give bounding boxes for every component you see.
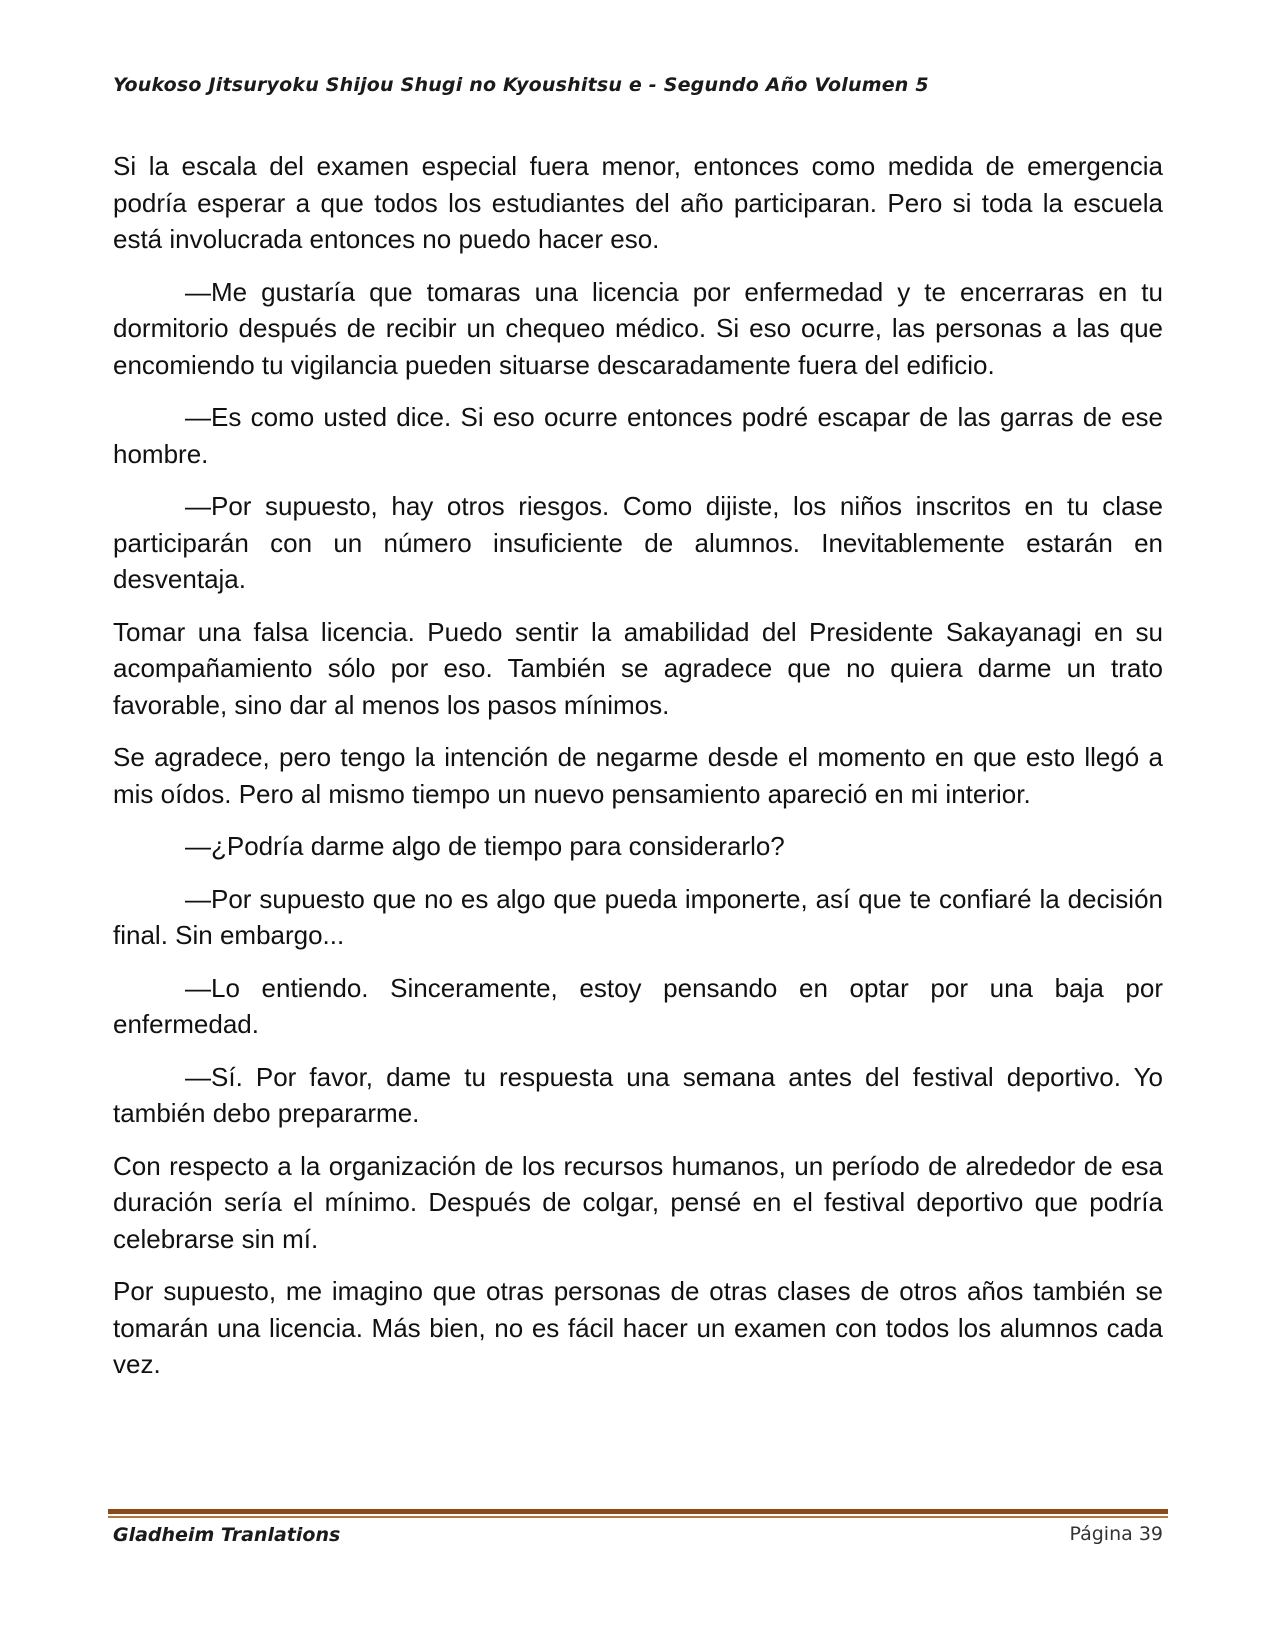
paragraph: Tomar una falsa licencia. Puedo sentir la amabilidad del Presidente Sakayanagi en su acompañamiento sólo por eso. También se agradece que no quiera darme un trato favorable, sino dar al menos los pasos mínimos. bbox=[113, 616, 1163, 720]
dialogue-paragraph: —Es como usted dice. Si eso ocurre entonces podré escapar de las garras de ese hombre. bbox=[113, 402, 1163, 469]
page-label: Página bbox=[1069, 1523, 1133, 1545]
dialogue-paragraph: —Sí. Por favor, dame tu respuesta una semana antes del festival deportivo. Yo también debo prepararme. bbox=[113, 1061, 1163, 1128]
footer-publisher: Gladheim Tranlations bbox=[113, 1524, 341, 1546]
dialogue-paragraph: —Lo entiendo. Sinceramente, estoy pensando en optar por una baja por enfermedad. bbox=[113, 972, 1163, 1039]
footer-divider-thick bbox=[108, 1509, 1168, 1514]
footer-divider-thin bbox=[108, 1516, 1168, 1518]
dialogue-paragraph: —Por supuesto que no es algo que pueda imponerte, así que te confiaré la decisión final. Sin embargo... bbox=[113, 883, 1163, 950]
dialogue-paragraph: —Me gustaría que tomaras una licencia por enfermedad y te encerraras en tu dormitorio después de recibir un chequeo médico. Si eso ocurre, las personas a las que encomiendo tu vigilancia pueden situarse descaradamente fuera del edificio. bbox=[113, 276, 1163, 380]
body-text bbox=[113, 148, 1163, 1399]
paragraph: Con respecto a la organización de los recursos humanos, un período de alrededor de esa duración sería el mínimo. Después de colgar, pensé en el festival deportivo que podría celebrarse sin mí. bbox=[113, 1150, 1163, 1254]
paragraph: Si la escala del examen especial fuera menor, entonces como medida de emergencia podría esperar a que todos los estudiantes del año participaran. Pero si toda la escuela está involucrada entonces no puedo hacer eso. bbox=[113, 151, 1163, 254]
running-header: Youkoso Jitsuryoku Shijou Shugi no Kyoushitsu e - Segundo Año Volumen 5 bbox=[113, 74, 929, 96]
page-number: 39 bbox=[1138, 1523, 1163, 1545]
dialogue-paragraph: —¿Podría darme algo de tiempo para considerarlo? bbox=[185, 831, 785, 861]
dialogue-paragraph: —Por supuesto, hay otros riesgos. Como dijiste, los niños inscritos en tu clase participarán con un número insuficiente de alumnos. Inevitablemente estarán en desventaja. bbox=[113, 491, 1163, 594]
paragraph: Se agradece, pero tengo la intención de negarme desde el momento en que esto llegó a mis oídos. Pero al mismo tiempo un nuevo pensamiento apareció en mi interior. bbox=[113, 742, 1163, 809]
paragraph: Por supuesto, me imagino que otras personas de otras clases de otros años también se tomarán una licencia. Más bien, no es fácil hacer un examen con todos los alumnos cada vez. bbox=[113, 1276, 1163, 1379]
page-number-label bbox=[1069, 1523, 1163, 1545]
footer-divider bbox=[108, 1509, 1168, 1518]
